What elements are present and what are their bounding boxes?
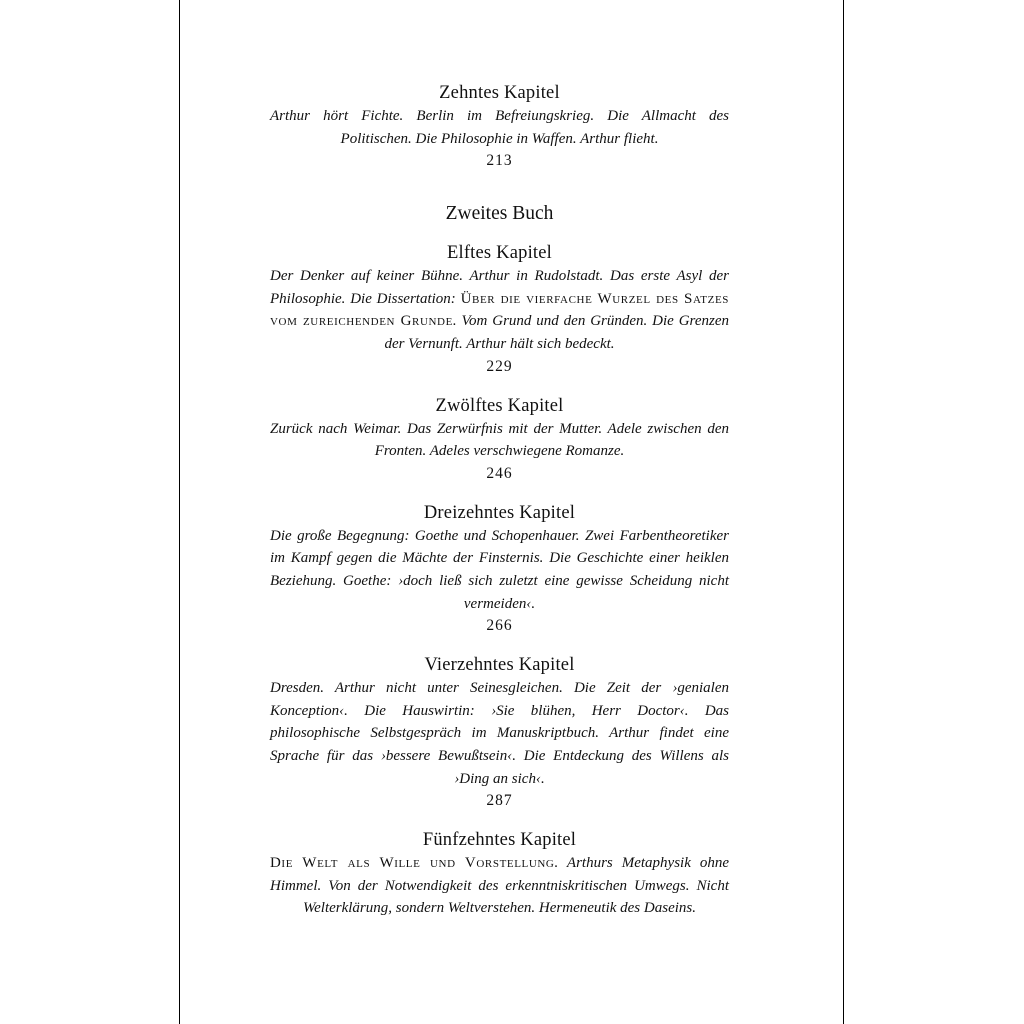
chapter-title: Zehntes Kapitel bbox=[439, 83, 560, 103]
book-page bbox=[179, 0, 844, 1024]
chapter-description bbox=[270, 265, 729, 355]
book-heading: Zweites Buch bbox=[445, 203, 554, 225]
chapter-title: Fünfzehntes Kapitel bbox=[422, 830, 577, 851]
chapter-title: Elftes Kapitel bbox=[446, 243, 553, 264]
chapter-entry bbox=[270, 829, 729, 920]
chapter-page-number: 246 bbox=[486, 464, 513, 482]
chapter-title: Vierzehntes Kapitel bbox=[424, 655, 575, 676]
chapter-page-number: 213 bbox=[486, 152, 513, 170]
chapter-entry bbox=[270, 395, 729, 485]
work-title: Über die vierfache Wurzel des Satzes vom zureichenden Grunde bbox=[270, 290, 729, 330]
chapter-title: Zwölftes Kapitel bbox=[435, 395, 564, 416]
chapter-description bbox=[270, 105, 729, 150]
chapter-entry bbox=[270, 654, 729, 812]
chapter-description bbox=[270, 852, 729, 920]
chapter-description-text: Dresden. Arthur nicht unter Seinesgleichen. Die Zeit der ›genialen Konception‹. Die Hauswirtin: ›Sie blühen, Herr Doctor‹. Das philosophische Selbstgespräch im Manuskriptbuch. Arthur findet eine Sprache für das ›bessere Bewußtsein‹. Die Entdeckung des Willens als ›Ding an sich‹. bbox=[270, 680, 729, 787]
chapter-description-text: Zurück nach Weimar. Das Zerwürfnis mit der Mutter. Adele zwischen den Fronten. Adeles verschwiegene Romanze. bbox=[270, 420, 729, 460]
table-of-contents bbox=[270, 82, 729, 920]
chapter-description bbox=[270, 677, 729, 790]
chapter-description-text: . Arthurs Metaphysik ohne Himmel. Von der Notwendigkeit des erkenntniskritischen Umwegs. Nicht Welterklärung, sondern Weltverstehen. Hermeneutik des Daseins. bbox=[270, 855, 730, 917]
chapter-title: Dreizehntes Kapitel bbox=[423, 502, 576, 523]
chapter-entry bbox=[270, 502, 729, 637]
work-title: Die Welt als Wille und Vorstellung bbox=[270, 855, 555, 872]
chapter-page-number: 287 bbox=[486, 792, 513, 810]
chapter-description-text: Arthur hört Fichte. Berlin im Befreiungskrieg. Die Allmacht des Politischen. Die Philosophie in Waffen. Arthur flieht. bbox=[270, 108, 729, 147]
chapter-entry bbox=[270, 242, 729, 377]
chapter-description-text: . Vom Grund und den Gründen. Die Grenzen der Vernunft. Arthur hält sich bedeckt. bbox=[384, 313, 729, 352]
chapter-description bbox=[270, 525, 729, 615]
chapter-description-text: Der Denker auf keiner Bühne. Arthur in Rudolstadt. Das erste Asyl der Philosophie. Die Dissertation: bbox=[270, 268, 729, 307]
chapter-description-text: Die große Begegnung: Goethe und Schopenhauer. Zwei Farbentheoretiker im Kampf gegen die Mächte der Finsternis. Die Geschichte einer heiklen Beziehung. Goethe: ›doch ließ sich zuletzt eine gewisse Scheidung nicht vermeiden‹. bbox=[270, 527, 729, 612]
chapter-description bbox=[270, 418, 729, 463]
chapter-page-number: 266 bbox=[486, 617, 513, 635]
chapter-entry bbox=[270, 82, 729, 172]
chapter-page-number: 229 bbox=[486, 357, 513, 375]
